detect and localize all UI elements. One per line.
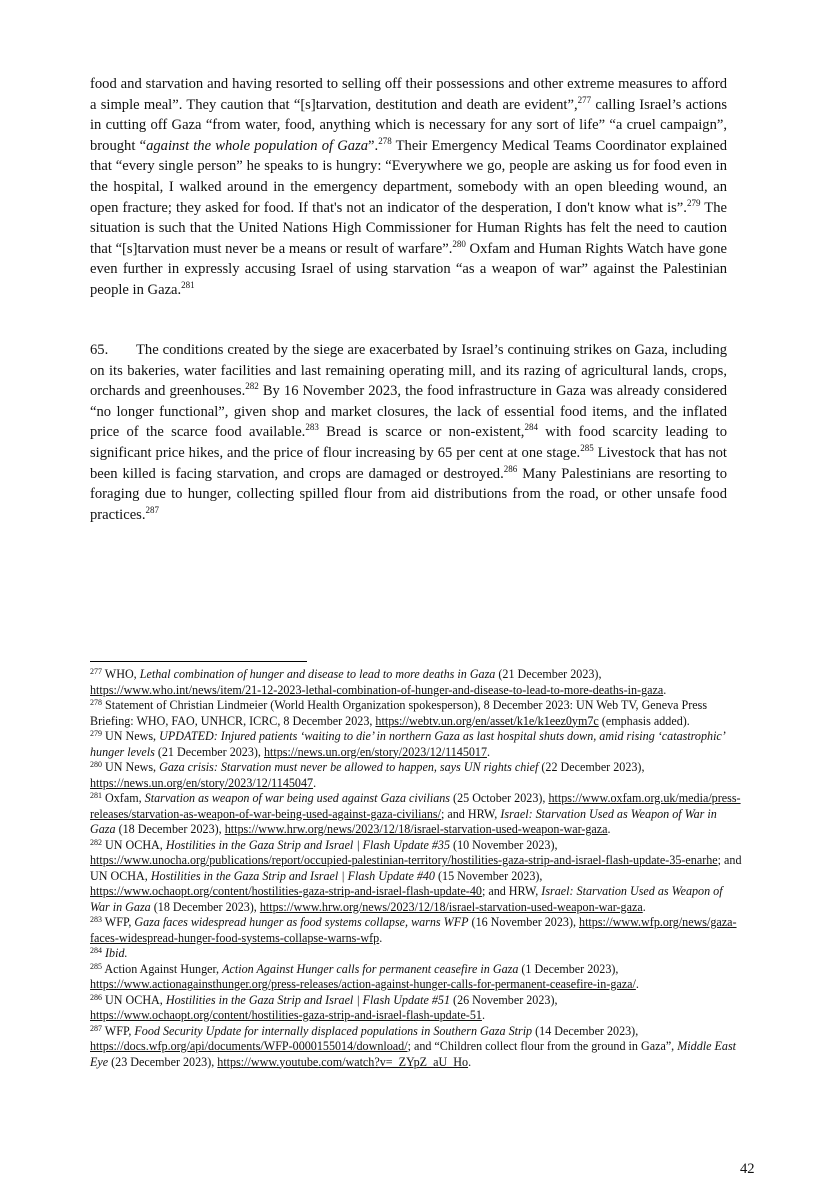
citation-title: Israel: Starvation Used as Weapon of War in Gaza bbox=[90, 884, 723, 914]
citation-link[interactable]: https://docs.wfp.org/api/documents/WFP-0000155014/download/ bbox=[90, 1039, 408, 1053]
paragraph-65 bbox=[90, 340, 727, 525]
citation-title: Middle East Eye bbox=[90, 1039, 737, 1069]
text-run: ; and UN OCHA, bbox=[90, 853, 742, 883]
footnote-ref[interactable]: 282 bbox=[245, 381, 259, 392]
text-run: Bread is scarce or non-existent, bbox=[318, 424, 525, 441]
page-number: 42 bbox=[740, 1161, 755, 1177]
text-run: (14 December 2023), bbox=[532, 1023, 639, 1038]
text-run: Oxfam and Human Rights Watch have gone even further in expressly accusing Israel of using starvation “as a weapon of war” against the Palestinian people in Gaza. bbox=[90, 240, 727, 298]
footnote-ref[interactable]: 279 bbox=[686, 197, 701, 208]
text-run: (21 December 2023), bbox=[154, 744, 264, 759]
citation-link[interactable]: https://www.hrw.org/news/2023/12/18/israel-starvation-used-weapon-war-gaza bbox=[224, 822, 608, 836]
citation-link[interactable]: https://www.wfp.org/news/gaza-faces-widespread-hunger-food-systems-collapse-warns-wfp bbox=[90, 915, 737, 945]
text-run: WHO, bbox=[102, 667, 140, 681]
text-run: WFP, bbox=[102, 1023, 135, 1038]
citation-link[interactable]: https://webtv.un.org/en/asset/k1e/k1eez0ym7c bbox=[375, 713, 599, 728]
text-run: . bbox=[481, 1008, 485, 1022]
text-run: (22 December 2023), bbox=[538, 760, 645, 774]
citation-link[interactable]: https://news.un.org/en/story/2023/12/1145017 bbox=[263, 744, 488, 759]
text-run: . bbox=[379, 930, 383, 945]
text-run: Many Palestinians are resorting to foraging due to hunger, collecting spilled flour from aid distributions from the road, or other unsafe food practices. bbox=[90, 465, 727, 523]
citation-title: Food Security Update for internally displaced populations in Southern Gaza Strip bbox=[134, 1023, 533, 1038]
text-run: UN News, bbox=[102, 760, 160, 774]
text-run: The situation is such that the United Nations High Commissioner for Human Rights has felt the need to caution that “[s]tarvation must never be a means or result of warfare”. bbox=[90, 199, 727, 257]
citation-link[interactable]: https://www.unocha.org/publications/report/occupied-palestinian-territory/hostilities-gaza-strip-and-israel-flash-update-35-enarhe bbox=[90, 853, 718, 867]
footnote-ref[interactable]: 277 bbox=[577, 94, 592, 105]
citation-title: Hostilities in the Gaza Strip and Israel | Flash Update #35 bbox=[165, 837, 451, 852]
citation-link[interactable]: https://www.who.int/news/item/21-12-2023-lethal-combination-of-hunger-and-disease-to-lead-to-more-deaths-in-gaza bbox=[90, 682, 664, 697]
footnote-number: 286 bbox=[90, 992, 102, 1002]
text-run: The conditions created by the siege are exacerbated by Israel’s continuing strikes on Gaza, including on its bakeries, water facilities and last remaining operating mill, and its razing of agricultural lands, crops, orchards and greenhouses. bbox=[90, 342, 727, 400]
text-run: ; and “Children collect flour from the ground in Gaza”, bbox=[407, 1039, 678, 1053]
citation-title: UPDATED: Injured patients ‘waiting to die’ in northern Gaza as last hospital shuts down, amid rising ‘catastrophic’ hunger levels bbox=[90, 729, 725, 759]
citation-link[interactable]: https://www.oxfam.org.uk/media/press-releases/starvation-as-weapon-of-war-being-used-against-gaza-civilians/ bbox=[90, 791, 741, 821]
citation-title: Hostilities in the Gaza Strip and Israel | Flash Update #51 bbox=[165, 992, 451, 1007]
footnote-279 bbox=[90, 729, 742, 760]
citation-link[interactable]: https://www.ochaopt.org/content/hostilities-gaza-strip-and-israel-flash-update-51 bbox=[90, 1008, 482, 1022]
footnote-number: 278 bbox=[90, 698, 102, 707]
footnote-ref[interactable]: 286 bbox=[503, 463, 518, 474]
footnote-ref[interactable]: 278 bbox=[378, 135, 392, 146]
footnote-number: 280 bbox=[90, 760, 102, 769]
text-run: (15 November 2023), bbox=[434, 868, 543, 883]
text-run: UN OCHA, bbox=[102, 992, 166, 1007]
text-run: . bbox=[313, 775, 317, 790]
footnote-280 bbox=[90, 760, 742, 791]
text-run: Action Against Hunger, bbox=[102, 961, 223, 976]
footnote-285 bbox=[90, 962, 742, 993]
citation-link[interactable]: https://www.ochaopt.org/content/hostilities-gaza-strip-and-israel-flash-update-40 bbox=[90, 884, 482, 898]
footnote-282 bbox=[90, 838, 742, 916]
text-run: ; and HRW, bbox=[441, 806, 501, 821]
text-run: (16 November 2023), bbox=[468, 915, 580, 929]
footnote-number: 285 bbox=[90, 961, 102, 971]
citation-title: Ibid. bbox=[105, 946, 128, 960]
text-run: ; and HRW, bbox=[481, 884, 542, 898]
text-run: (10 November 2023), bbox=[450, 837, 558, 852]
citation-link[interactable]: https://www.youtube.com/watch?v=_ZYpZ_aU_Ho bbox=[217, 1054, 469, 1069]
footnote-number: 279 bbox=[90, 729, 102, 738]
paragraph-number: 65. bbox=[90, 342, 109, 358]
footnote-ref[interactable]: 281 bbox=[181, 279, 195, 290]
footnote-number: 287 bbox=[90, 1023, 102, 1033]
text-run: UN News, bbox=[102, 729, 160, 743]
text-run: By 16 November 2023, the food infrastructure in Gaza was already considered “no longer functional”, given shop and market closures, the lack of essential food items, and the inflated price of the scarce food available. bbox=[90, 383, 727, 441]
paragraph-text bbox=[90, 74, 727, 301]
text-run: (18 December 2023), bbox=[115, 822, 225, 836]
footnote-ref[interactable]: 285 bbox=[580, 442, 594, 453]
text-run: (21 December 2023), bbox=[495, 667, 602, 681]
text-run: calling Israel’s actions in cutting off Gaza “from water, food, anything which is necessary for any sort of life” “a cruel campaign”, brought “ bbox=[90, 96, 728, 154]
text-run: (25 October 2023), bbox=[450, 791, 549, 805]
text-run: . bbox=[642, 899, 646, 914]
footnote-287 bbox=[90, 1024, 742, 1071]
text-run: ”. bbox=[368, 137, 379, 154]
footnote-277 bbox=[90, 667, 742, 698]
text-run: . bbox=[468, 1054, 472, 1069]
text-run: with food scarcity leading to significant price hikes, and the price of flour increasing by 65 per cent at one stage. bbox=[90, 424, 728, 461]
footnote-ref[interactable]: 280 bbox=[452, 238, 466, 249]
text-run: UN OCHA, bbox=[102, 837, 166, 852]
footnote-284 bbox=[90, 946, 742, 962]
footnote-ref[interactable]: 284 bbox=[524, 422, 538, 433]
footnote-281 bbox=[90, 791, 742, 838]
text-run: WFP, bbox=[102, 915, 135, 929]
citation-link[interactable]: https://www.hrw.org/news/2023/12/18/israel-starvation-used-weapon-war-gaza bbox=[259, 899, 643, 914]
footnotes bbox=[90, 667, 742, 1070]
footnote-278 bbox=[90, 698, 742, 729]
footnote-number: 284 bbox=[90, 946, 102, 955]
text-run: . bbox=[635, 977, 639, 991]
citation-link[interactable]: https://news.un.org/en/story/2023/12/1145047 bbox=[90, 775, 314, 790]
text-run: . bbox=[487, 744, 491, 759]
citation-link[interactable]: https://www.actionagainsthunger.org/press-releases/action-against-hunger-calls-for-permanent-ceasefire-in-gaza/ bbox=[90, 977, 636, 991]
footnote-number: 281 bbox=[90, 791, 102, 800]
citation-title: Action Against Hunger calls for permanent ceasefire in Gaza bbox=[222, 961, 519, 976]
footnote-number: 282 bbox=[90, 837, 102, 847]
text-run: (26 November 2023), bbox=[450, 992, 558, 1007]
text-run: . bbox=[607, 822, 611, 836]
text-run: (1 December 2023), bbox=[518, 961, 619, 976]
text-run: Livestock that has not been killed is facing starvation, and crops are damaged or destroyed. bbox=[90, 444, 727, 482]
text-run: (18 December 2023), bbox=[150, 899, 260, 914]
citation-title: Hostilities in the Gaza Strip and Israel | Flash Update #40 bbox=[150, 868, 435, 883]
text-run: food and starvation and having resorted to selling off their possessions and other extreme measures to afford a simple meal”. They caution that “[s]tarvation, destitution and death are evident”, bbox=[90, 76, 727, 113]
footnote-number: 283 bbox=[90, 915, 102, 924]
footnote-ref[interactable]: 287 bbox=[145, 504, 160, 515]
citation-title: Lethal combination of hunger and disease to lead to more deaths in Gaza bbox=[139, 667, 496, 681]
text-run: Oxfam, bbox=[102, 791, 145, 805]
paragraph-64-continuation bbox=[90, 74, 727, 301]
citation-title: Gaza faces widespread hunger as food systems collapse, warns WFP bbox=[134, 915, 469, 929]
footnote-283 bbox=[90, 915, 742, 946]
citation-title: Gaza crisis: Starvation must never be allowed to happen, says UN rights chief bbox=[159, 760, 539, 774]
text-run: (23 December 2023), bbox=[108, 1054, 218, 1069]
text-run: Their Emergency Medical Teams Coordinator explained that “every single person” he speaks to is hungry: “Everywhere we go, people are asking us for food even in the hospital, I walked around in the emergency department, somebody with an open bleeding wound, an open fracture; they asked for food. If that's not an indicator of the desperation, I don't know what is”. bbox=[90, 137, 727, 216]
text-run: Statement of Christian Lindmeier (World Health Organization spokesperson), 8 December 2023: UN Web TV, Geneva Press Briefing: WHO, FAO, UNHCR, ICRC, 8 December 2023, bbox=[90, 698, 708, 728]
paragraph-text bbox=[90, 340, 727, 525]
text-run: . bbox=[663, 682, 667, 697]
footnote-separator bbox=[90, 661, 307, 662]
footnote-number: 277 bbox=[90, 667, 102, 676]
citation-title: Starvation as weapon of war being used against Gaza civilians bbox=[144, 791, 451, 805]
footnote-ref[interactable]: 283 bbox=[305, 422, 319, 433]
footnote-286 bbox=[90, 993, 742, 1024]
emphasis-text: against the whole population of Gaza bbox=[146, 137, 369, 154]
citation-title: Israel: Starvation Used as Weapon of War in Gaza bbox=[90, 806, 717, 836]
text-run: (emphasis added). bbox=[598, 713, 690, 728]
